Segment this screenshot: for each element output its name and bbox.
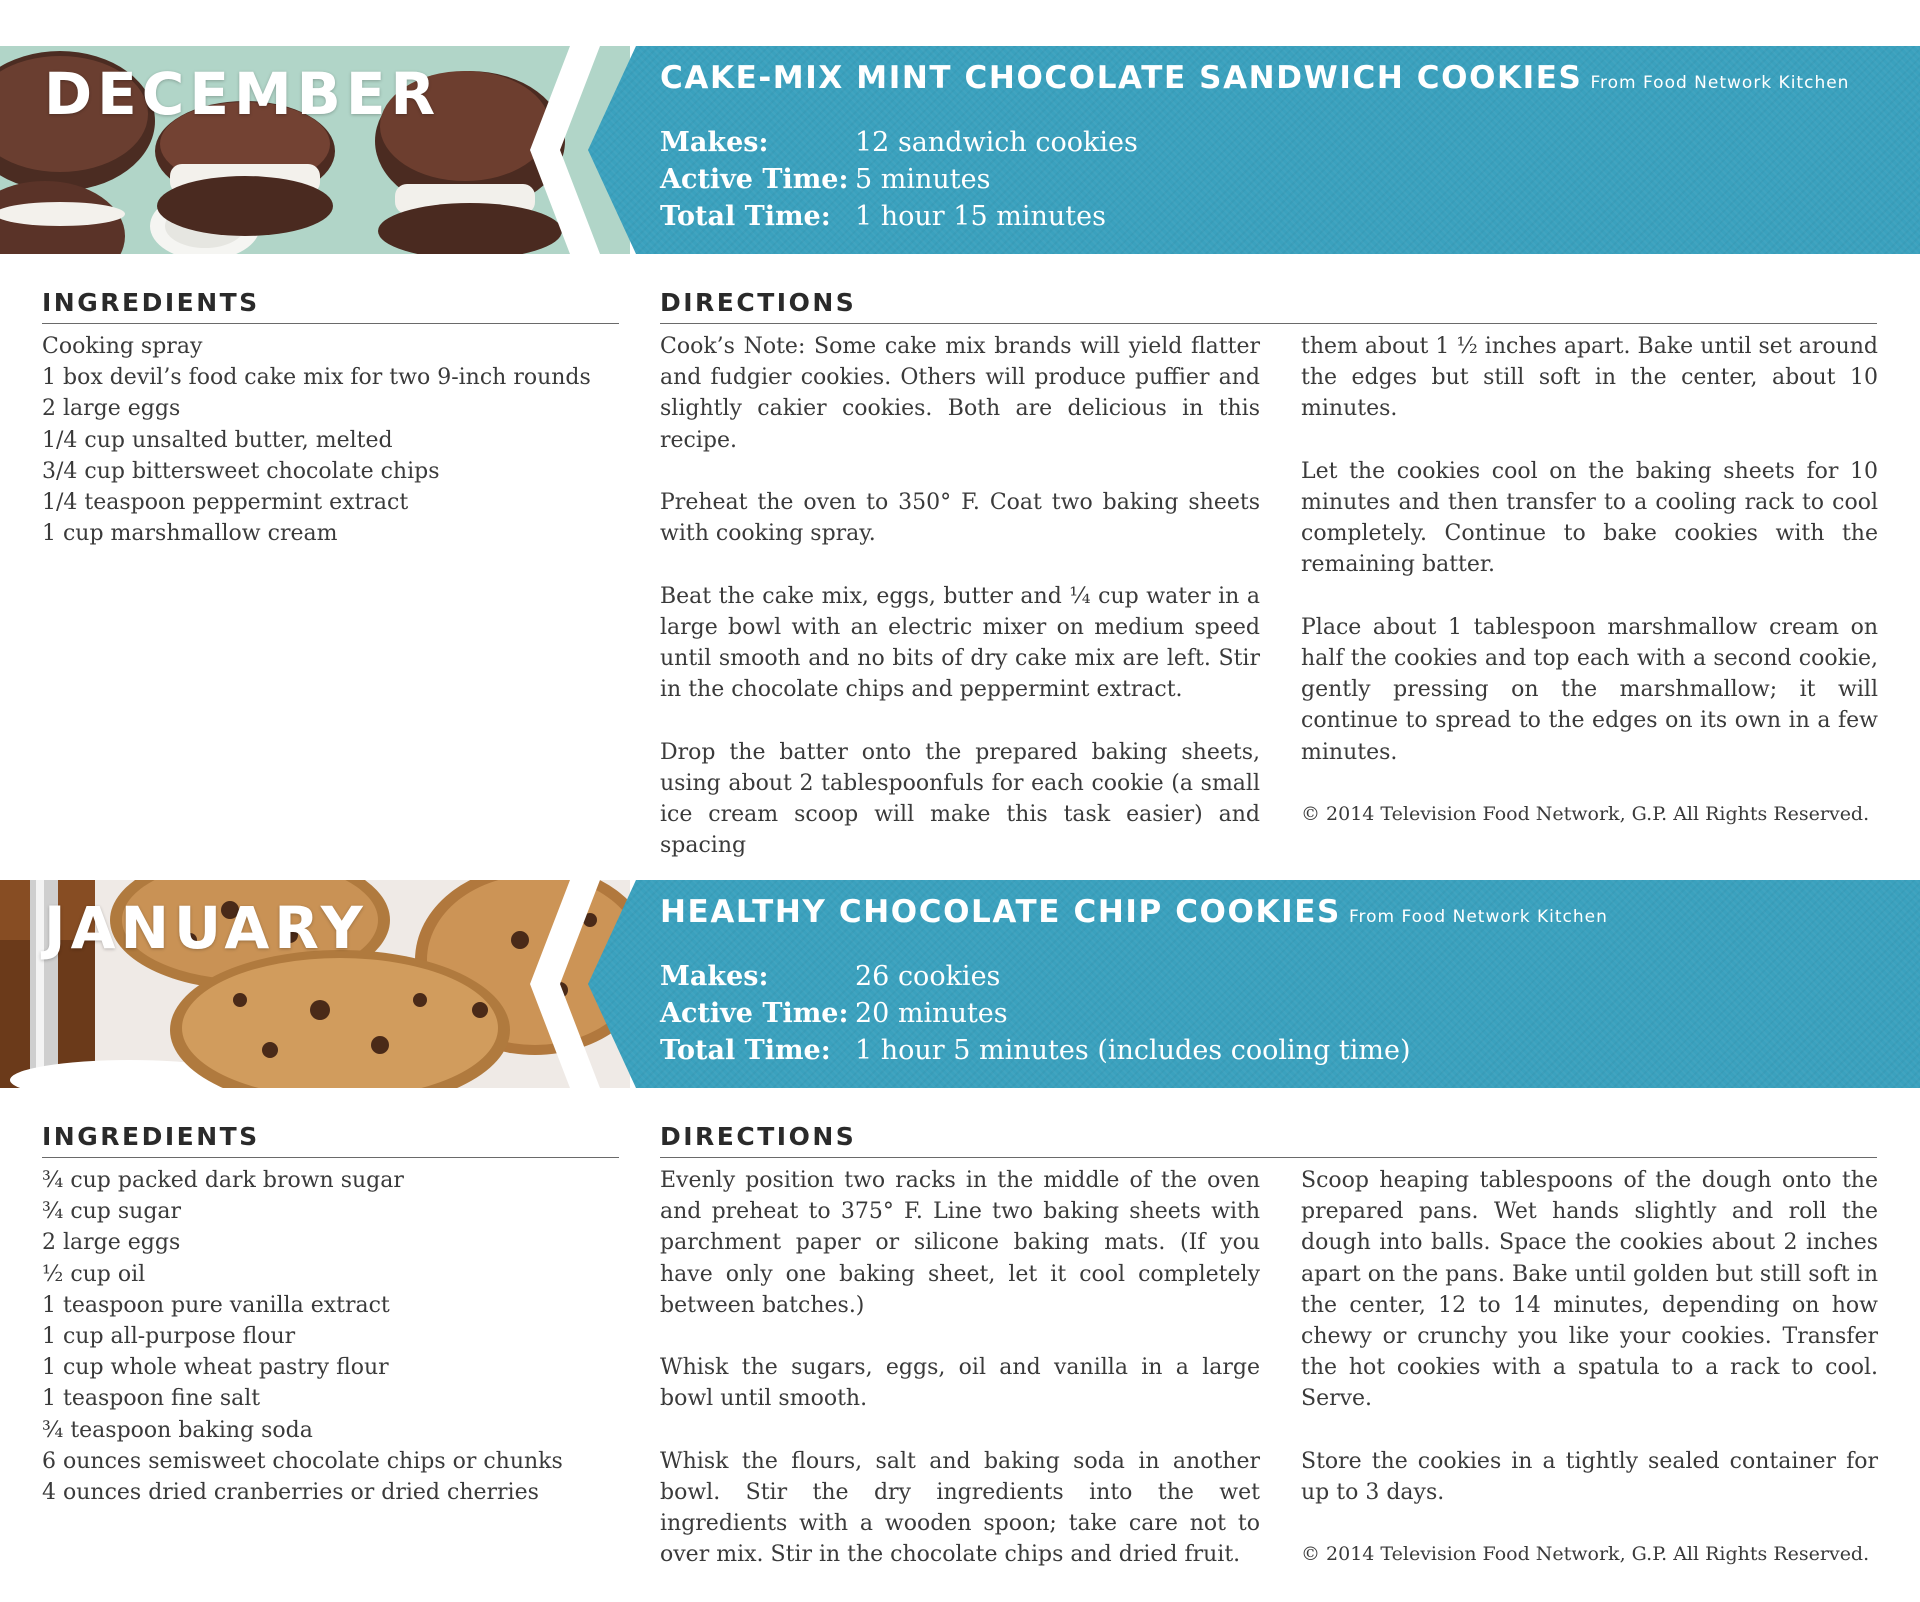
meta-label: Makes: <box>660 127 769 158</box>
ingredient-item: 6 ounces semisweet chocolate chips or chunks <box>42 1448 563 1474</box>
directions-column-2 <box>1301 1165 1878 1602</box>
direction-paragraph: Place about 1 tablespoon marshmallow cream on half the cookies and top each with a second cookie, gently pressing on the marshmallow; it will continue to spread to the edges on its own in a few minutes. <box>1301 614 1878 765</box>
copyright-notice: © 2014 Television Food Network, G.P. All Rights Reserved. <box>1301 803 1870 825</box>
directions-column-1 <box>660 331 1260 893</box>
ingredients-heading: INGREDIENTS <box>42 288 619 324</box>
meta-value: 26 cookies <box>855 961 1001 992</box>
direction-paragraph: Cook’s Note: Some cake mix brands will yield flatter and fudgier cookies. Others will produce puffier and slightly cakier cookies. Both are delicious in this recipe. <box>660 334 1260 453</box>
ingredient-item: ¾ cup packed dark brown sugar <box>42 1168 404 1193</box>
direction-paragraph: Evenly position two racks in the middle of the oven and preheat to 375° F. Line two baking sheets with parchment paper or silicone baking mats. (If you have only one baking sheet, let it cool completely between batches.) <box>660 1168 1260 1318</box>
recipe-title: CAKE-MIX MINT CHOCOLATE SANDWICH COOKIES <box>660 60 1583 96</box>
ingredient-item: 1 cup whole wheat pastry flour <box>42 1355 389 1381</box>
recipe-meta <box>660 124 1138 235</box>
meta-makes <box>660 124 1138 161</box>
meta-value: 20 minutes <box>855 998 1008 1029</box>
meta-value: 1 hour 5 minutes (includes cooling time) <box>855 1035 1411 1066</box>
meta-total-time <box>660 1032 1411 1069</box>
ingredient-item: 1/4 cup unsalted butter, melted <box>42 427 393 453</box>
ingredient-item: 1 box devil’s food cake mix for two 9-inch rounds <box>42 365 591 391</box>
direction-paragraph: Store the cookies in a tightly sealed container for up to 3 days. <box>1301 1448 1878 1506</box>
title-line <box>660 60 1849 96</box>
ingredient-item: 3/4 cup bittersweet chocolate chips <box>42 458 440 484</box>
direction-paragraph: them about 1 ½ inches apart. Bake until set around the edges but still soft in the center, about 10 minutes. <box>1301 334 1878 422</box>
directions-heading: DIRECTIONS <box>660 1122 1877 1158</box>
ingredient-item: ¾ teaspoon baking soda <box>42 1417 313 1443</box>
ingredients-heading: INGREDIENTS <box>42 1122 619 1158</box>
meta-value: 12 sandwich cookies <box>855 127 1138 158</box>
meta-label: Active Time: <box>660 164 849 195</box>
ingredient-item: 4 ounces dried cranberries or dried cherries <box>42 1480 539 1506</box>
ingredient-item: 2 large eggs <box>42 1230 181 1256</box>
meta-value: 1 hour 15 minutes <box>855 201 1106 232</box>
ingredient-item: ½ cup oil <box>42 1261 146 1287</box>
title-line <box>660 894 1608 930</box>
copyright-notice: © 2014 Television Food Network, G.P. All Rights Reserved. <box>1301 1543 1870 1566</box>
meta-makes <box>660 958 1411 995</box>
recipe-meta <box>660 958 1411 1069</box>
meta-label: Active Time: <box>660 998 849 1029</box>
ingredients-list <box>42 1165 632 1508</box>
recipe-title: HEALTHY CHOCOLATE CHIP COOKIES <box>660 894 1341 930</box>
direction-paragraph: Let the cookies cool on the baking sheets for 10 minutes and then transfer to a cooling rack to cool completely. Continue to bake cookies with the remaining batter. <box>1301 458 1878 578</box>
ingredient-item: ¾ cup sugar <box>42 1199 182 1225</box>
direction-paragraph: Whisk the sugars, eggs, oil and vanilla in a large bowl until smooth. <box>660 1355 1260 1412</box>
meta-label: Total Time: <box>660 201 831 232</box>
meta-active-time <box>660 995 1411 1032</box>
ingredient-item: 1/4 teaspoon peppermint extract <box>42 490 409 516</box>
ingredient-item: 1 teaspoon fine salt <box>42 1386 261 1412</box>
ingredient-item: Cooking spray <box>42 334 203 359</box>
ingredient-item: 1 teaspoon pure vanilla extract <box>42 1292 390 1318</box>
ingredient-item: 1 cup all-purpose flour <box>42 1324 296 1350</box>
ingredient-item: 2 large eggs <box>42 396 181 422</box>
direction-paragraph: Scoop heaping tablespoons of the dough onto the prepared pans. Wet hands slightly and roll the dough into balls. Space the cookies about 2 inches apart on the pans. Bake until golden but still soft in the center, 12 to 14 minutes, depending on how chewy or crunchy you like your cookies. Transfer the hot cookies with a spatula to a rack to cool. Serve. <box>1301 1168 1878 1412</box>
meta-label: Total Time: <box>660 1035 831 1066</box>
ingredient-item: 1 cup marshmallow cream <box>42 521 338 547</box>
meta-total-time <box>660 198 1138 235</box>
recipe-source: From Food Network Kitchen <box>1590 73 1850 93</box>
direction-paragraph: Drop the batter onto the prepared baking sheets, using about 2 tablespoonfuls for each cookie (a small ice cream scoop will make this task easier) and spacing <box>660 739 1260 859</box>
recipe-banner <box>0 880 1920 1088</box>
meta-active-time <box>660 161 1138 198</box>
directions-column-2 <box>1301 331 1878 861</box>
recipe-banner <box>0 46 1920 254</box>
recipe-source: From Food Network Kitchen <box>1348 907 1608 927</box>
meta-label: Makes: <box>660 961 769 992</box>
direction-paragraph: Beat the cake mix, eggs, butter and ¼ cup water in a large bowl with an electric mixer on medium speed until smooth and no bits of dry cake mix are left. Stir in the chocolate chips and peppermint extract. <box>660 583 1260 703</box>
directions-column-1 <box>660 1165 1260 1602</box>
ingredients-list <box>42 331 632 549</box>
direction-paragraph: Whisk the flours, salt and baking soda in another bowl. Stir the dry ingredients into the wet ingredients with a wooden spoon; take care not to over mix. Stir in the chocolate chips and dried fruit. <box>660 1448 1260 1568</box>
meta-value: 5 minutes <box>855 164 991 195</box>
direction-paragraph: Preheat the oven to 350° F. Coat two baking sheets with cooking spray. <box>660 490 1260 547</box>
month-label: JANUARY <box>44 894 368 962</box>
directions-heading: DIRECTIONS <box>660 288 1877 324</box>
month-label: DECEMBER <box>44 60 441 128</box>
